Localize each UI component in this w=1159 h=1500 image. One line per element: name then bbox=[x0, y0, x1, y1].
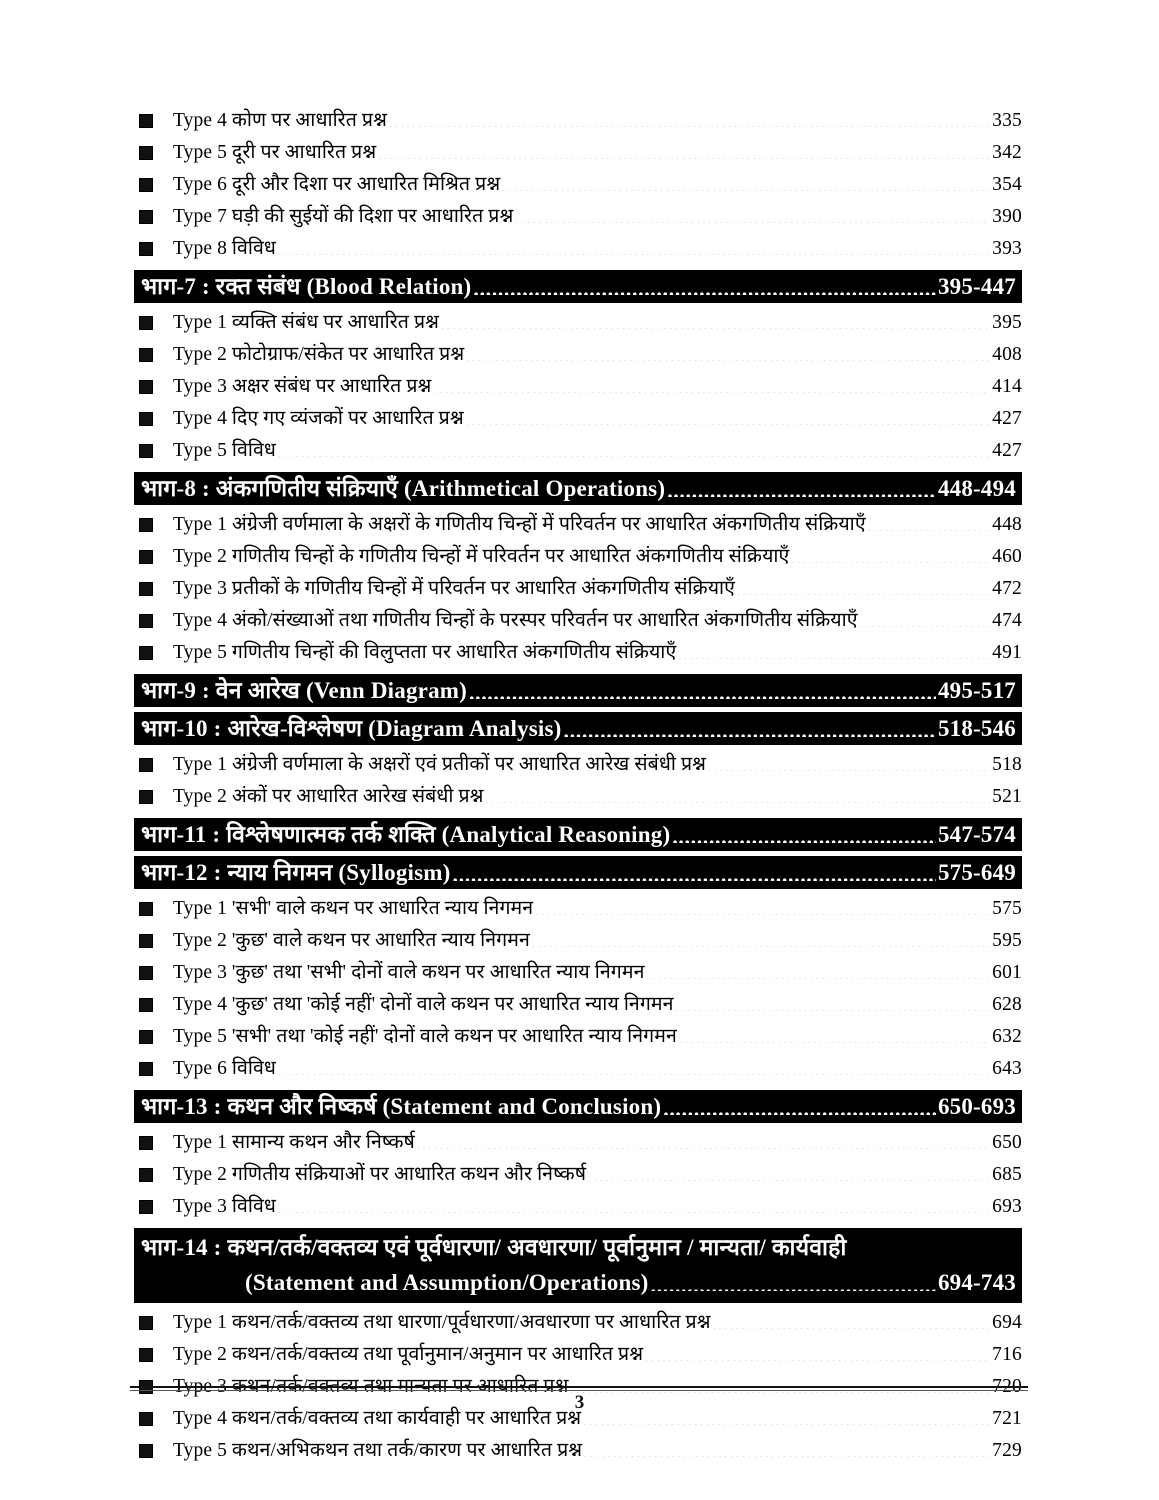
bullet-square-icon bbox=[140, 903, 152, 915]
dot-leader bbox=[465, 342, 990, 362]
dot-leader bbox=[473, 272, 936, 295]
toc-section-bar[interactable] bbox=[134, 856, 1022, 889]
dot-leader bbox=[583, 1438, 990, 1458]
toc-entry-page: 521 bbox=[992, 786, 1022, 807]
toc-section-page-range: 694-743 bbox=[937, 1270, 1016, 1295]
toc-entry-page: 460 bbox=[992, 546, 1022, 567]
bullet-square-icon bbox=[140, 1413, 152, 1425]
toc-entry-page: 716 bbox=[992, 1344, 1022, 1365]
bullet-square-icon bbox=[140, 551, 152, 563]
toc-entry-page: 575 bbox=[992, 898, 1022, 919]
dot-leader bbox=[469, 676, 936, 699]
bullet-square-icon bbox=[140, 935, 152, 947]
bullet-square-icon bbox=[140, 211, 152, 223]
toc-section-title: भाग-9 : वेन आरेख (Venn Diagram) bbox=[141, 678, 467, 703]
toc-entry[interactable] bbox=[134, 605, 1022, 637]
toc-section-title-hindi: भाग-14 : कथन/तर्क/वक्तव्य एवं पूर्वधारणा/ अवधारणा/ पूर्वानुमान / मान्यता/ कार्यवाही bbox=[141, 1235, 847, 1260]
toc-section-line-2 bbox=[141, 1265, 1016, 1300]
toc-section-title: भाग-8 : अंकगणितीय संक्रियाएँ (Arithmetical Operations) bbox=[141, 476, 666, 501]
bullet-square-icon bbox=[140, 317, 152, 329]
dot-leader bbox=[564, 714, 936, 737]
bullet-square-icon bbox=[140, 1137, 152, 1149]
bullet-square-icon bbox=[140, 1169, 152, 1181]
dot-leader bbox=[277, 438, 990, 458]
bullet-square-icon bbox=[140, 147, 152, 159]
dot-leader bbox=[501, 172, 990, 192]
toc-entry-title: Type 4 दिए गए व्यंजकों पर आधारित प्रश्न bbox=[173, 408, 464, 429]
toc-entry-page: 643 bbox=[992, 1058, 1022, 1079]
toc-entry-title: Type 1 सामान्य कथन और निष्कर्ष bbox=[173, 1132, 415, 1153]
dot-leader bbox=[453, 858, 936, 881]
toc-entry[interactable] bbox=[134, 137, 1022, 169]
toc-entry[interactable] bbox=[134, 637, 1022, 669]
toc-entry[interactable] bbox=[134, 1021, 1022, 1053]
toc-entry-title: Type 4 कथन/तर्क/वक्तव्य तथा कार्यवाही पर आधारित प्रश्न bbox=[173, 1408, 582, 1429]
toc-entry-title: Type 2 'कुछ' वाले कथन पर आधारित न्याय निगमन bbox=[173, 930, 530, 951]
dot-leader bbox=[485, 784, 991, 804]
toc-entry-title: Type 1 व्यक्ति संबंध पर आधारित प्रश्न bbox=[173, 312, 440, 333]
toc-entry-page: 472 bbox=[992, 578, 1022, 599]
toc-entry-title: Type 5 गणितीय चिन्हों की विलुप्तता पर आधारित अंकगणितीय संक्रियाएँ bbox=[173, 642, 677, 663]
toc-section-page-range: 650-693 bbox=[937, 1094, 1016, 1119]
toc-entry-title: Type 2 कथन/तर्क/वक्तव्य तथा पूर्वानुमान/अनुमान पर आधारित प्रश्न bbox=[173, 1344, 644, 1365]
dot-leader bbox=[707, 752, 990, 772]
toc-entry[interactable] bbox=[134, 1435, 1022, 1467]
toc-entry[interactable] bbox=[134, 893, 1022, 925]
toc-section-bar[interactable] bbox=[134, 270, 1022, 303]
toc-entry-page: 408 bbox=[992, 344, 1022, 365]
toc-entry-page: 694 bbox=[992, 1312, 1022, 1333]
toc-entry-title: Type 5 दूरी पर आधारित प्रश्न bbox=[173, 142, 377, 163]
bullet-square-icon bbox=[140, 115, 152, 127]
bullet-square-icon bbox=[140, 1063, 152, 1075]
toc-section-page-range: 547-574 bbox=[937, 822, 1016, 847]
toc-entry[interactable] bbox=[134, 509, 1022, 541]
bullet-square-icon bbox=[140, 791, 152, 803]
toc-entry-title: Type 1 अंग्रेजी वर्णमाला के अक्षरों के गणितीय चिन्हों में परिवर्तन पर आधारित अंकगणितीय संक्रियाएँ bbox=[173, 514, 866, 535]
toc-entry-page: 335 bbox=[992, 110, 1022, 131]
dot-leader bbox=[587, 1162, 990, 1182]
bullet-square-icon bbox=[140, 967, 152, 979]
toc-entry-title: Type 6 विविध bbox=[173, 1058, 276, 1079]
toc-entry[interactable] bbox=[134, 169, 1022, 201]
toc-section-title: भाग-7 : रक्त संबंध (Blood Relation) bbox=[141, 274, 472, 299]
toc-section-title: भाग-13 : कथन और निष्कर्ष (Statement and Conclusion) bbox=[141, 1094, 662, 1119]
toc-entry[interactable] bbox=[134, 371, 1022, 403]
dot-leader bbox=[432, 374, 990, 394]
toc-section-title: भाग-10 : आरेख-विश्लेषण (Diagram Analysis) bbox=[141, 716, 562, 741]
bullet-square-icon bbox=[140, 1201, 152, 1213]
toc-entry-page: 729 bbox=[992, 1440, 1022, 1461]
toc-entry-page: 427 bbox=[992, 408, 1022, 429]
toc-entry-title: Type 3 कथन/तर्क/वक्तव्य तथा मान्यता पर आधारित प्रश्न bbox=[173, 1376, 569, 1397]
toc-entry[interactable] bbox=[134, 925, 1022, 957]
toc-entry[interactable] bbox=[134, 201, 1022, 233]
toc-entry-title: Type 6 दूरी और दिशा पर आधारित मिश्रित प्रश्न bbox=[173, 174, 501, 195]
toc-entry-title: Type 7 घड़ी की सुईयों की दिशा पर आधारित प्रश्न bbox=[173, 206, 514, 227]
bullet-square-icon bbox=[140, 349, 152, 361]
toc-entry-title: Type 4 अंको/संख्याओं तथा गणितीय चिन्हों के परस्पर परिवर्तन पर आधारित अंकगणितीय संक्रियाएँ bbox=[173, 610, 858, 631]
dot-leader bbox=[531, 928, 990, 948]
toc-entry-title: Type 3 अक्षर संबंध पर आधारित प्रश्न bbox=[173, 376, 432, 397]
toc-entry[interactable] bbox=[134, 541, 1022, 573]
toc-section-bar[interactable] bbox=[134, 1228, 1022, 1303]
toc-section-page-range: 395-447 bbox=[937, 274, 1016, 299]
toc-section-line bbox=[141, 818, 1016, 851]
dot-leader bbox=[465, 406, 990, 426]
dot-leader bbox=[663, 1092, 936, 1115]
bullet-square-icon bbox=[140, 759, 152, 771]
toc-section-line bbox=[141, 472, 1016, 505]
toc-section-line bbox=[141, 674, 1016, 707]
toc-entry[interactable] bbox=[134, 781, 1022, 813]
toc-section-title-english: (Statement and Assumption/Operations) bbox=[245, 1270, 649, 1295]
bullet-square-icon bbox=[140, 615, 152, 627]
bullet-square-icon bbox=[140, 583, 152, 595]
toc-entry-title: Type 5 कथन/अभिकथन तथा तर्क/कारण पर आधारित प्रश्न bbox=[173, 1440, 583, 1461]
toc-entry-page: 650 bbox=[992, 1132, 1022, 1153]
toc-entry-title: Type 2 गणितीय चिन्हों के गणितीय चिन्हों में परिवर्तन पर आधारित अंकगणितीय संक्रियाएँ bbox=[173, 546, 790, 567]
toc-entry-title: Type 1 अंग्रेजी वर्णमाला के अक्षरों एवं प्रतीकों पर आधारित आरेख संबंधी प्रश्न bbox=[173, 754, 707, 775]
dot-leader bbox=[644, 1342, 990, 1362]
bullet-square-icon bbox=[140, 445, 152, 457]
toc-entry-title: Type 8 विविध bbox=[173, 238, 276, 259]
toc-entry[interactable] bbox=[134, 1307, 1022, 1339]
bullet-square-icon bbox=[140, 179, 152, 191]
dot-leader bbox=[667, 474, 936, 497]
toc-entry-title: Type 2 फोटोग्राफ/संकेत पर आधारित प्रश्न bbox=[173, 344, 465, 365]
dot-leader bbox=[440, 310, 990, 330]
toc-section-bar[interactable] bbox=[134, 818, 1022, 851]
toc-entry-page: 721 bbox=[992, 1408, 1022, 1429]
footer-divider bbox=[130, 1386, 1028, 1391]
toc-entry[interactable] bbox=[134, 989, 1022, 1021]
page-number: 3 bbox=[574, 1392, 585, 1413]
toc-entry-title: Type 2 अंकों पर आधारित आरेख संबंधी प्रश्न bbox=[173, 786, 484, 807]
dot-leader bbox=[859, 608, 991, 628]
toc-section-bar[interactable] bbox=[134, 712, 1022, 745]
toc-section-line bbox=[141, 1090, 1016, 1123]
toc-entry-page: 601 bbox=[992, 962, 1022, 983]
toc-entry[interactable] bbox=[134, 233, 1022, 265]
toc-section-line bbox=[141, 270, 1016, 303]
toc-entry-title: Type 4 'कुछ' तथा 'कोई नहीं' दोनों वाले कथन पर आधारित न्याय निगमन bbox=[173, 994, 674, 1015]
toc-entry-page: 393 bbox=[992, 238, 1022, 259]
dot-leader bbox=[416, 1130, 990, 1150]
dot-leader bbox=[388, 108, 990, 128]
dot-leader bbox=[534, 896, 990, 916]
toc-entry-page: 491 bbox=[992, 642, 1022, 663]
toc-entry-page: 342 bbox=[992, 142, 1022, 163]
toc-entry[interactable] bbox=[134, 105, 1022, 137]
toc-entry-page: 474 bbox=[992, 610, 1022, 631]
toc-section-page-range: 518-546 bbox=[937, 716, 1016, 741]
toc-section-line bbox=[141, 856, 1016, 889]
toc-entry-title: Type 5 विविध bbox=[173, 440, 276, 461]
toc-section-line bbox=[141, 712, 1016, 745]
toc-entry-title: Type 4 कोण पर आधारित प्रश्न bbox=[173, 110, 388, 131]
dot-leader bbox=[678, 1024, 990, 1044]
bullet-square-icon bbox=[140, 381, 152, 393]
dot-leader bbox=[277, 1194, 990, 1214]
toc-list bbox=[134, 105, 1022, 1467]
toc-entry[interactable] bbox=[134, 1339, 1022, 1371]
toc-entry-title: Type 3 प्रतीकों के गणितीय चिन्हों में परिवर्तन पर आधारित अंकगणितीय संक्रियाएँ bbox=[173, 578, 736, 599]
toc-entry[interactable] bbox=[134, 1191, 1022, 1223]
bullet-square-icon bbox=[140, 519, 152, 531]
toc-entry-title: Type 1 'सभी' वाले कथन पर आधारित न्याय निगमन bbox=[173, 898, 534, 919]
dot-leader bbox=[867, 512, 990, 532]
toc-entry-page: 395 bbox=[992, 312, 1022, 333]
dot-leader bbox=[514, 204, 990, 224]
toc-entry-page: 632 bbox=[992, 1026, 1022, 1047]
bullet-square-icon bbox=[140, 1031, 152, 1043]
bullet-square-icon bbox=[140, 413, 152, 425]
bullet-square-icon bbox=[140, 999, 152, 1011]
toc-entry-page: 448 bbox=[992, 514, 1022, 535]
bullet-square-icon bbox=[140, 1445, 152, 1457]
toc-section-title: भाग-12 : न्याय निगमन (Syllogism) bbox=[141, 860, 451, 885]
toc-section-bar[interactable] bbox=[134, 674, 1022, 707]
toc-entry-title: Type 3 विविध bbox=[173, 1196, 276, 1217]
toc-section-title: भाग-11 : विश्लेषणात्मक तर्क शक्ति (Analytical Reasoning) bbox=[141, 822, 671, 847]
toc-entry-page: 414 bbox=[992, 376, 1022, 397]
dot-leader bbox=[675, 992, 991, 1012]
toc-entry[interactable] bbox=[134, 1127, 1022, 1159]
toc-section-page-range: 495-517 bbox=[937, 678, 1016, 703]
toc-entry[interactable] bbox=[134, 1053, 1022, 1085]
toc-entry-title: Type 2 गणितीय संक्रियाओं पर आधारित कथन और निष्कर्ष bbox=[173, 1164, 587, 1185]
toc-entry-title: Type 3 'कुछ' तथा 'सभी' दोनों वाले कथन पर आधारित न्याय निगमन bbox=[173, 962, 645, 983]
dot-leader bbox=[651, 1268, 936, 1291]
toc-entry-title: Type 5 'सभी' तथा 'कोई नहीं' दोनों वाले कथन पर आधारित न्याय निगमन bbox=[173, 1026, 677, 1047]
dot-leader bbox=[377, 140, 990, 160]
bullet-square-icon bbox=[140, 647, 152, 659]
toc-section-bar[interactable] bbox=[134, 1090, 1022, 1123]
toc-entry[interactable] bbox=[134, 957, 1022, 989]
toc-entry[interactable] bbox=[134, 435, 1022, 467]
toc-entry-page: 595 bbox=[992, 930, 1022, 951]
bullet-square-icon bbox=[140, 1349, 152, 1361]
dot-leader bbox=[736, 576, 990, 596]
toc-entry[interactable] bbox=[134, 307, 1022, 339]
toc-entry[interactable] bbox=[134, 749, 1022, 781]
dot-leader bbox=[277, 236, 990, 256]
toc-entry-page: 720 bbox=[992, 1376, 1022, 1397]
toc-entry-page: 390 bbox=[992, 206, 1022, 227]
toc-entry-page: 518 bbox=[992, 754, 1022, 775]
dot-leader bbox=[712, 1310, 991, 1330]
dot-leader bbox=[277, 1056, 990, 1076]
toc-section-bar[interactable] bbox=[134, 472, 1022, 505]
dot-leader bbox=[672, 820, 936, 843]
bullet-square-icon bbox=[140, 1317, 152, 1329]
bullet-square-icon bbox=[140, 243, 152, 255]
toc-entry[interactable] bbox=[134, 1159, 1022, 1191]
toc-entry-page: 354 bbox=[992, 174, 1022, 195]
dot-leader bbox=[646, 960, 991, 980]
toc-entry[interactable] bbox=[134, 339, 1022, 371]
toc-entry-page: 427 bbox=[992, 440, 1022, 461]
toc-entry-page: 628 bbox=[992, 994, 1022, 1015]
dot-leader bbox=[677, 640, 990, 660]
dot-leader bbox=[790, 544, 990, 564]
toc-section-page-range: 575-649 bbox=[937, 860, 1016, 885]
toc-section-page-range: 448-494 bbox=[937, 476, 1016, 501]
toc-entry-title: Type 1 कथन/तर्क/वक्तव्य तथा धारणा/पूर्वधारणा/अवधारणा पर आधारित प्रश्न bbox=[173, 1312, 711, 1333]
toc-entry[interactable] bbox=[134, 573, 1022, 605]
toc-entry-page: 685 bbox=[992, 1164, 1022, 1185]
toc-section-line-1 bbox=[141, 1230, 1016, 1265]
toc-entry-page: 693 bbox=[992, 1196, 1022, 1217]
toc-entry[interactable] bbox=[134, 403, 1022, 435]
